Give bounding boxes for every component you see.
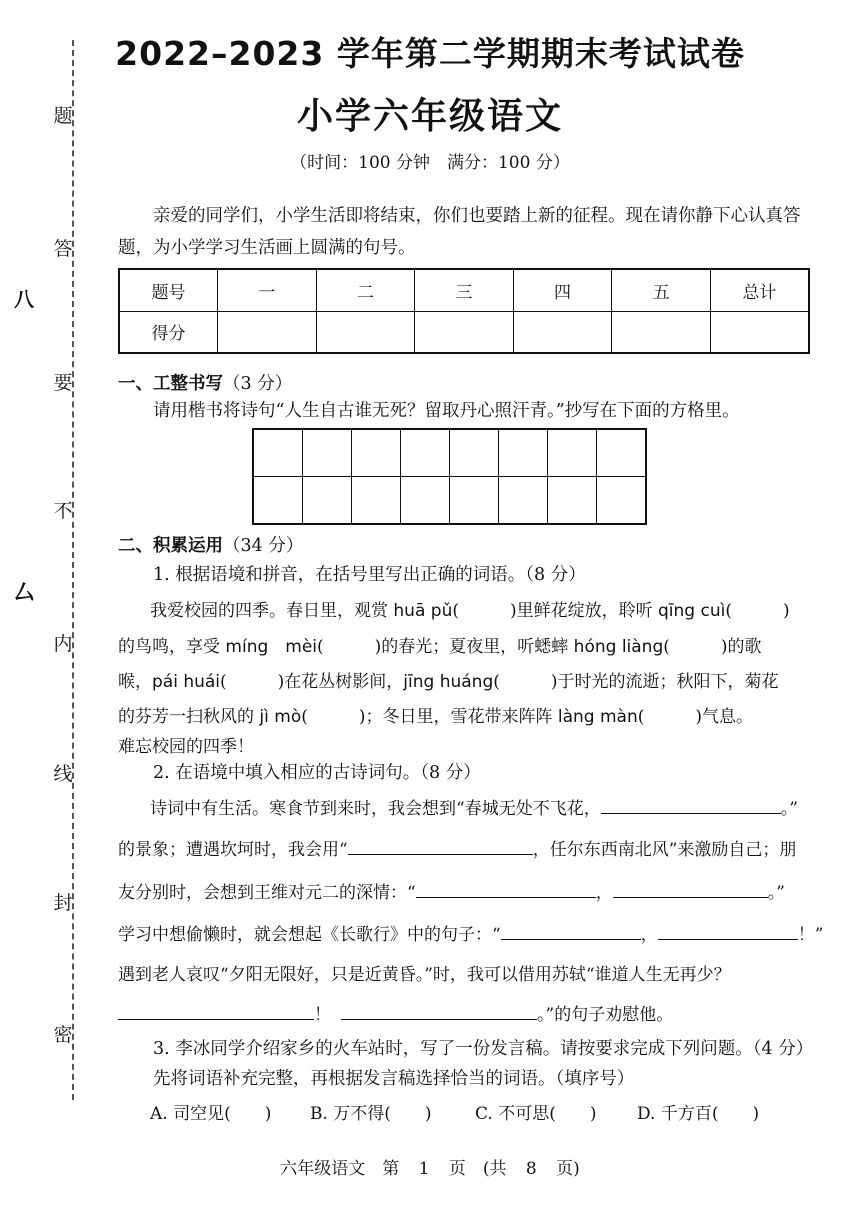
grid-cell[interactable]: [499, 429, 548, 477]
binding-mark: 厶: [14, 580, 34, 604]
answer-blank[interactable]: [348, 837, 533, 855]
q1-line3: [118, 667, 818, 692]
q1-line5: 难忘校园的四季！: [118, 737, 254, 757]
score-header-cell: 题号: [119, 269, 218, 311]
grid-cell[interactable]: [253, 477, 303, 525]
grid-cell[interactable]: [450, 429, 499, 477]
answer-blank[interactable]: [658, 922, 798, 940]
q2-line5: 遇到老人哀叹“夕阳无限好，只是近黄昏。”时，我可以借用苏轼“谁道人生无再少？: [118, 965, 731, 985]
section2-title: 二、积累运用: [118, 536, 223, 556]
pinyin: jì mò: [259, 707, 302, 727]
pinyin: huā pǔ: [393, 601, 453, 621]
answer-blank[interactable]: [613, 880, 768, 898]
q2-line4: [118, 920, 824, 945]
q2-text: ，: [640, 925, 658, 945]
score-cell[interactable]: [612, 311, 711, 353]
q1-text[interactable]: ( )于时光的流逝；秋阳下，菊花: [493, 672, 779, 692]
grid-cell[interactable]: [253, 429, 303, 477]
grid-cell[interactable]: [450, 477, 499, 525]
q1-text: 我爱校园的四季。春日里，观赏: [150, 601, 394, 621]
section2-points: （34 分）: [223, 536, 304, 556]
q1-text[interactable]: ( )的春光；夏夜里，听蟋蟀: [317, 637, 574, 657]
pinyin: jīng huáng: [403, 672, 494, 692]
pinyin: hóng liàng: [573, 637, 664, 657]
score-header-cell: 二: [316, 269, 415, 311]
binding-char: 密: [53, 1024, 73, 1046]
binding-char: 要: [53, 372, 73, 394]
option-c[interactable]: C. 不可思( ): [475, 1104, 597, 1124]
q1-line2: [118, 632, 818, 657]
score-row-label: 得分: [119, 311, 218, 353]
option-d[interactable]: D. 千方百( ): [637, 1104, 760, 1124]
section1-title: 一、工整书写: [118, 374, 223, 394]
q1-text[interactable]: ( )里鲜花绽放，聆听: [452, 601, 659, 621]
grid-cell[interactable]: [548, 429, 597, 477]
score-cell[interactable]: [218, 311, 317, 353]
section1-instruction: 请用楷书将诗句“人生自古谁无死？留取丹心照汗青。”抄写在下面的方格里。: [153, 401, 740, 421]
grid-cell[interactable]: [597, 477, 647, 525]
section1-heading: [118, 370, 292, 395]
answer-blank[interactable]: [416, 880, 596, 898]
q3-instruction: 先将词语补充完整，再根据发言稿选择恰当的词语。（填序号）: [153, 1069, 635, 1089]
binding-char: 线: [53, 763, 73, 785]
score-table: [118, 268, 810, 354]
q2-line3: [118, 878, 818, 903]
grid-cell[interactable]: [597, 429, 647, 477]
pinyin: pái huái: [152, 672, 221, 692]
q2-text: ！: [314, 1005, 331, 1025]
pinyin: qīng cuì: [658, 601, 726, 621]
grid-cell[interactable]: [352, 429, 401, 477]
q1-title: 1. 根据语境和拼音，在括号里写出正确的词语。（8 分）: [153, 565, 586, 585]
score-header-cell: 总计: [710, 269, 809, 311]
q1-text: 的鸟鸣，享受: [118, 637, 226, 657]
score-cell[interactable]: [513, 311, 612, 353]
q2-text: ，: [595, 883, 613, 903]
answer-blank[interactable]: [501, 922, 641, 940]
score-cell[interactable]: [316, 311, 415, 353]
grid-cell[interactable]: [303, 429, 352, 477]
q1-text[interactable]: ( ): [725, 601, 790, 621]
binding-char: 内: [53, 633, 73, 655]
subject-title: 小学六年级语文: [296, 96, 563, 137]
answer-blank[interactable]: [601, 796, 781, 814]
q1-text[interactable]: ( )气息。: [637, 707, 754, 727]
q1-text: 喉，: [118, 672, 152, 692]
grid-cell[interactable]: [401, 477, 450, 525]
grid-cell[interactable]: [401, 429, 450, 477]
score-cell[interactable]: [415, 311, 514, 353]
q2-text: 。”: [767, 883, 785, 903]
score-header-cell: 三: [415, 269, 514, 311]
grid-cell[interactable]: [548, 477, 597, 525]
q2-text: 。”: [780, 799, 798, 819]
binding-char: 封: [53, 892, 73, 914]
intro-paragraph: 亲爱的同学们，小学生活即将结束，你们也要踏上新的征程。现在请你静下心认真答题，为小学学习生活画上圆满的句号。: [118, 206, 801, 258]
answer-blank[interactable]: [118, 1002, 314, 1020]
q1-line1: [150, 596, 850, 621]
score-header-cell: 五: [612, 269, 711, 311]
q2-text: 学习中想偷懒时，就会想起《长歌行》中的句子：“: [118, 925, 501, 945]
handwriting-grid[interactable]: [252, 428, 647, 525]
binding-char: 答: [53, 238, 73, 260]
grid-cell[interactable]: [303, 477, 352, 525]
q2-line2: [118, 835, 818, 860]
q3-title: 3. 李冰同学介绍家乡的火车站时，写了一份发言稿。请按要求完成下列问题。（4 分）: [153, 1039, 814, 1059]
exam-title: 2022–2023 学年第二学期期末考试试卷: [115, 34, 745, 73]
page-footer: 六年级语文 第 1 页 (共 8 页): [280, 1159, 580, 1179]
q2-line1: [150, 794, 850, 819]
q2-line6: [118, 1000, 818, 1025]
q1-text: 的芬芳一扫秋风的: [118, 707, 260, 727]
q2-title: 2. 在语境中填入相应的古诗词句。（8 分）: [153, 763, 481, 783]
section1-points: （3 分）: [223, 374, 293, 394]
q2-text: ，任尔东西南北风”来激励自己；朋: [532, 840, 797, 860]
grid-cell[interactable]: [352, 477, 401, 525]
binding-mark: 八: [14, 287, 34, 311]
exam-meta: （时间：100 分钟 满分：100 分）: [290, 153, 570, 173]
option-a[interactable]: A. 司空见( ): [150, 1104, 272, 1124]
answer-blank[interactable]: [341, 1002, 537, 1020]
q1-text[interactable]: ( )；冬日里，雪花带来阵阵: [301, 707, 558, 727]
q2-text: 。”的句子劝慰他。: [537, 1005, 674, 1025]
option-b[interactable]: B. 万不得( ): [310, 1104, 432, 1124]
score-header-cell: 一: [218, 269, 317, 311]
score-header-cell: 四: [513, 269, 612, 311]
q2-text: ！”: [797, 925, 824, 945]
q1-line4: [118, 702, 818, 727]
grid-cell[interactable]: [499, 477, 548, 525]
binding-char: 不: [53, 500, 73, 522]
score-cell[interactable]: [710, 311, 809, 353]
q2-text: 的景象；遭遇坎坷时，我会用“: [118, 840, 348, 860]
q1-text[interactable]: ( )的歌: [663, 637, 762, 657]
q2-text: 友分别时，会想到王维对元二的深情：“: [118, 883, 416, 903]
pinyin: làng màn: [557, 707, 638, 727]
pinyin: míng mèi: [225, 637, 317, 657]
q1-text[interactable]: ( )在花丛树影间，: [220, 672, 404, 692]
binding-line: [72, 40, 74, 1100]
section2-heading: [118, 532, 303, 557]
q2-text: 诗词中有生活。寒食节到来时，我会想到“春城无处不飞花，: [150, 799, 601, 819]
binding-char: 题: [53, 105, 73, 127]
